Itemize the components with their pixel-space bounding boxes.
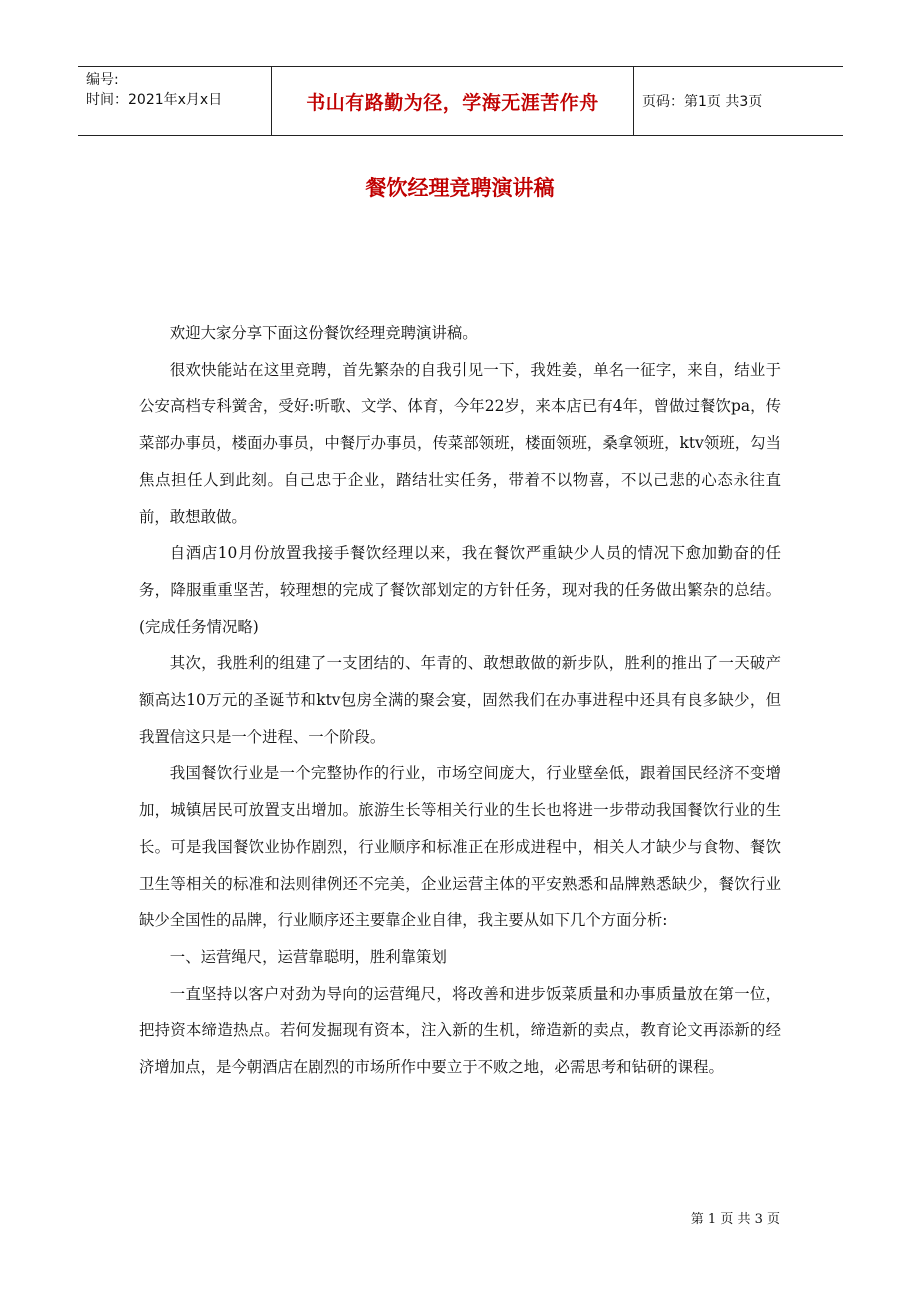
header-motto: 书山有路勤为径，学海无涯苦作舟 xyxy=(272,67,634,135)
paragraph: 其次，我胜利的组建了一支团结的、年青的、敢想敢做的新步队，胜利的推出了一天破产额高达10万元的圣诞节和ktv包房全满的聚会宴，固然我们在办事进程中还具有良多缺少，但我置信这只是一个进程、一个阶段。 xyxy=(139,654,781,746)
time-label: 时间：2021年x月x日 xyxy=(86,92,223,108)
paragraph: 一直坚持以客户对劲为导向的运营绳尺，将改善和进步饭菜质量和办事质量放在第一位，把持资本缔造热点。若何发掘现有资本，注入新的生机，缔造新的卖点，教育论文再添新的经济增加点，是今朝酒店在剧烈的市场所作中要立于不败之地，必需思考和钻研的课程。 xyxy=(139,984,781,1077)
document-body xyxy=(139,315,781,1086)
document-title: 餐饮经理竞聘演讲稿 xyxy=(365,176,555,200)
paragraph: 很欢快能站在这里竞聘，首先繁杂的自我引见一下，我姓姜，单名一征字，来自，结业于公安高档专科黉舍，受好:听歌、文学、体育，今年22岁，来本店已有4年，曾做过餐饮pa，传菜部办事员，楼面办事员，中餐厅办事员，传菜部领班，楼面领班，桑拿领班，ktv领班，勾当焦点担任人到此刻。自己忠于企业，踏结壮实任务，带着不以物喜，不以己悲的心态永往直前，敢想敢做。 xyxy=(139,360,781,526)
number-label: 编号: xyxy=(86,72,119,88)
section-heading: 一、运营绳尺，运营靠聪明，胜利靠策划 xyxy=(169,947,447,966)
header-meta xyxy=(78,67,272,135)
paragraph: 欢迎大家分享下面这份餐饮经理竞聘演讲稿。 xyxy=(169,324,478,342)
paragraph: 我国餐饮行业是一个完整协作的行业，市场空间庞大，行业壁垒低，跟着国民经济不变增加，城镇居民可放置支出增加。旅游生长等相关行业的生长也将进一步带动我国餐饮行业的生长。可是我国餐饮业协作剧烈，行业顺序和标准正在形成进程中，相关人才缺少与食物、餐饮卫生等相关的标准和法则律例还不完美，企业运营主体的平安熟悉和品牌熟悉缺少，餐饮行业缺少全国性的品牌，行业顺序还主要靠企业自律，我主要从如下几个方面分析: xyxy=(139,764,781,930)
page-footer: 第 1 页 共 3 页 xyxy=(690,1212,780,1227)
paragraph: 自酒店10月份放置我接手餐饮经理以来，我在餐饮严重缺少人员的情况下愈加勤奋的任务，降服重重坚苦，较理想的完成了餐饮部划定的方针任务，现对我的任务做出繁杂的总结。(完成任务情况略) xyxy=(139,544,781,636)
header-page-info: 页码：第1页 共3页 xyxy=(642,94,763,110)
document-header xyxy=(78,66,843,136)
